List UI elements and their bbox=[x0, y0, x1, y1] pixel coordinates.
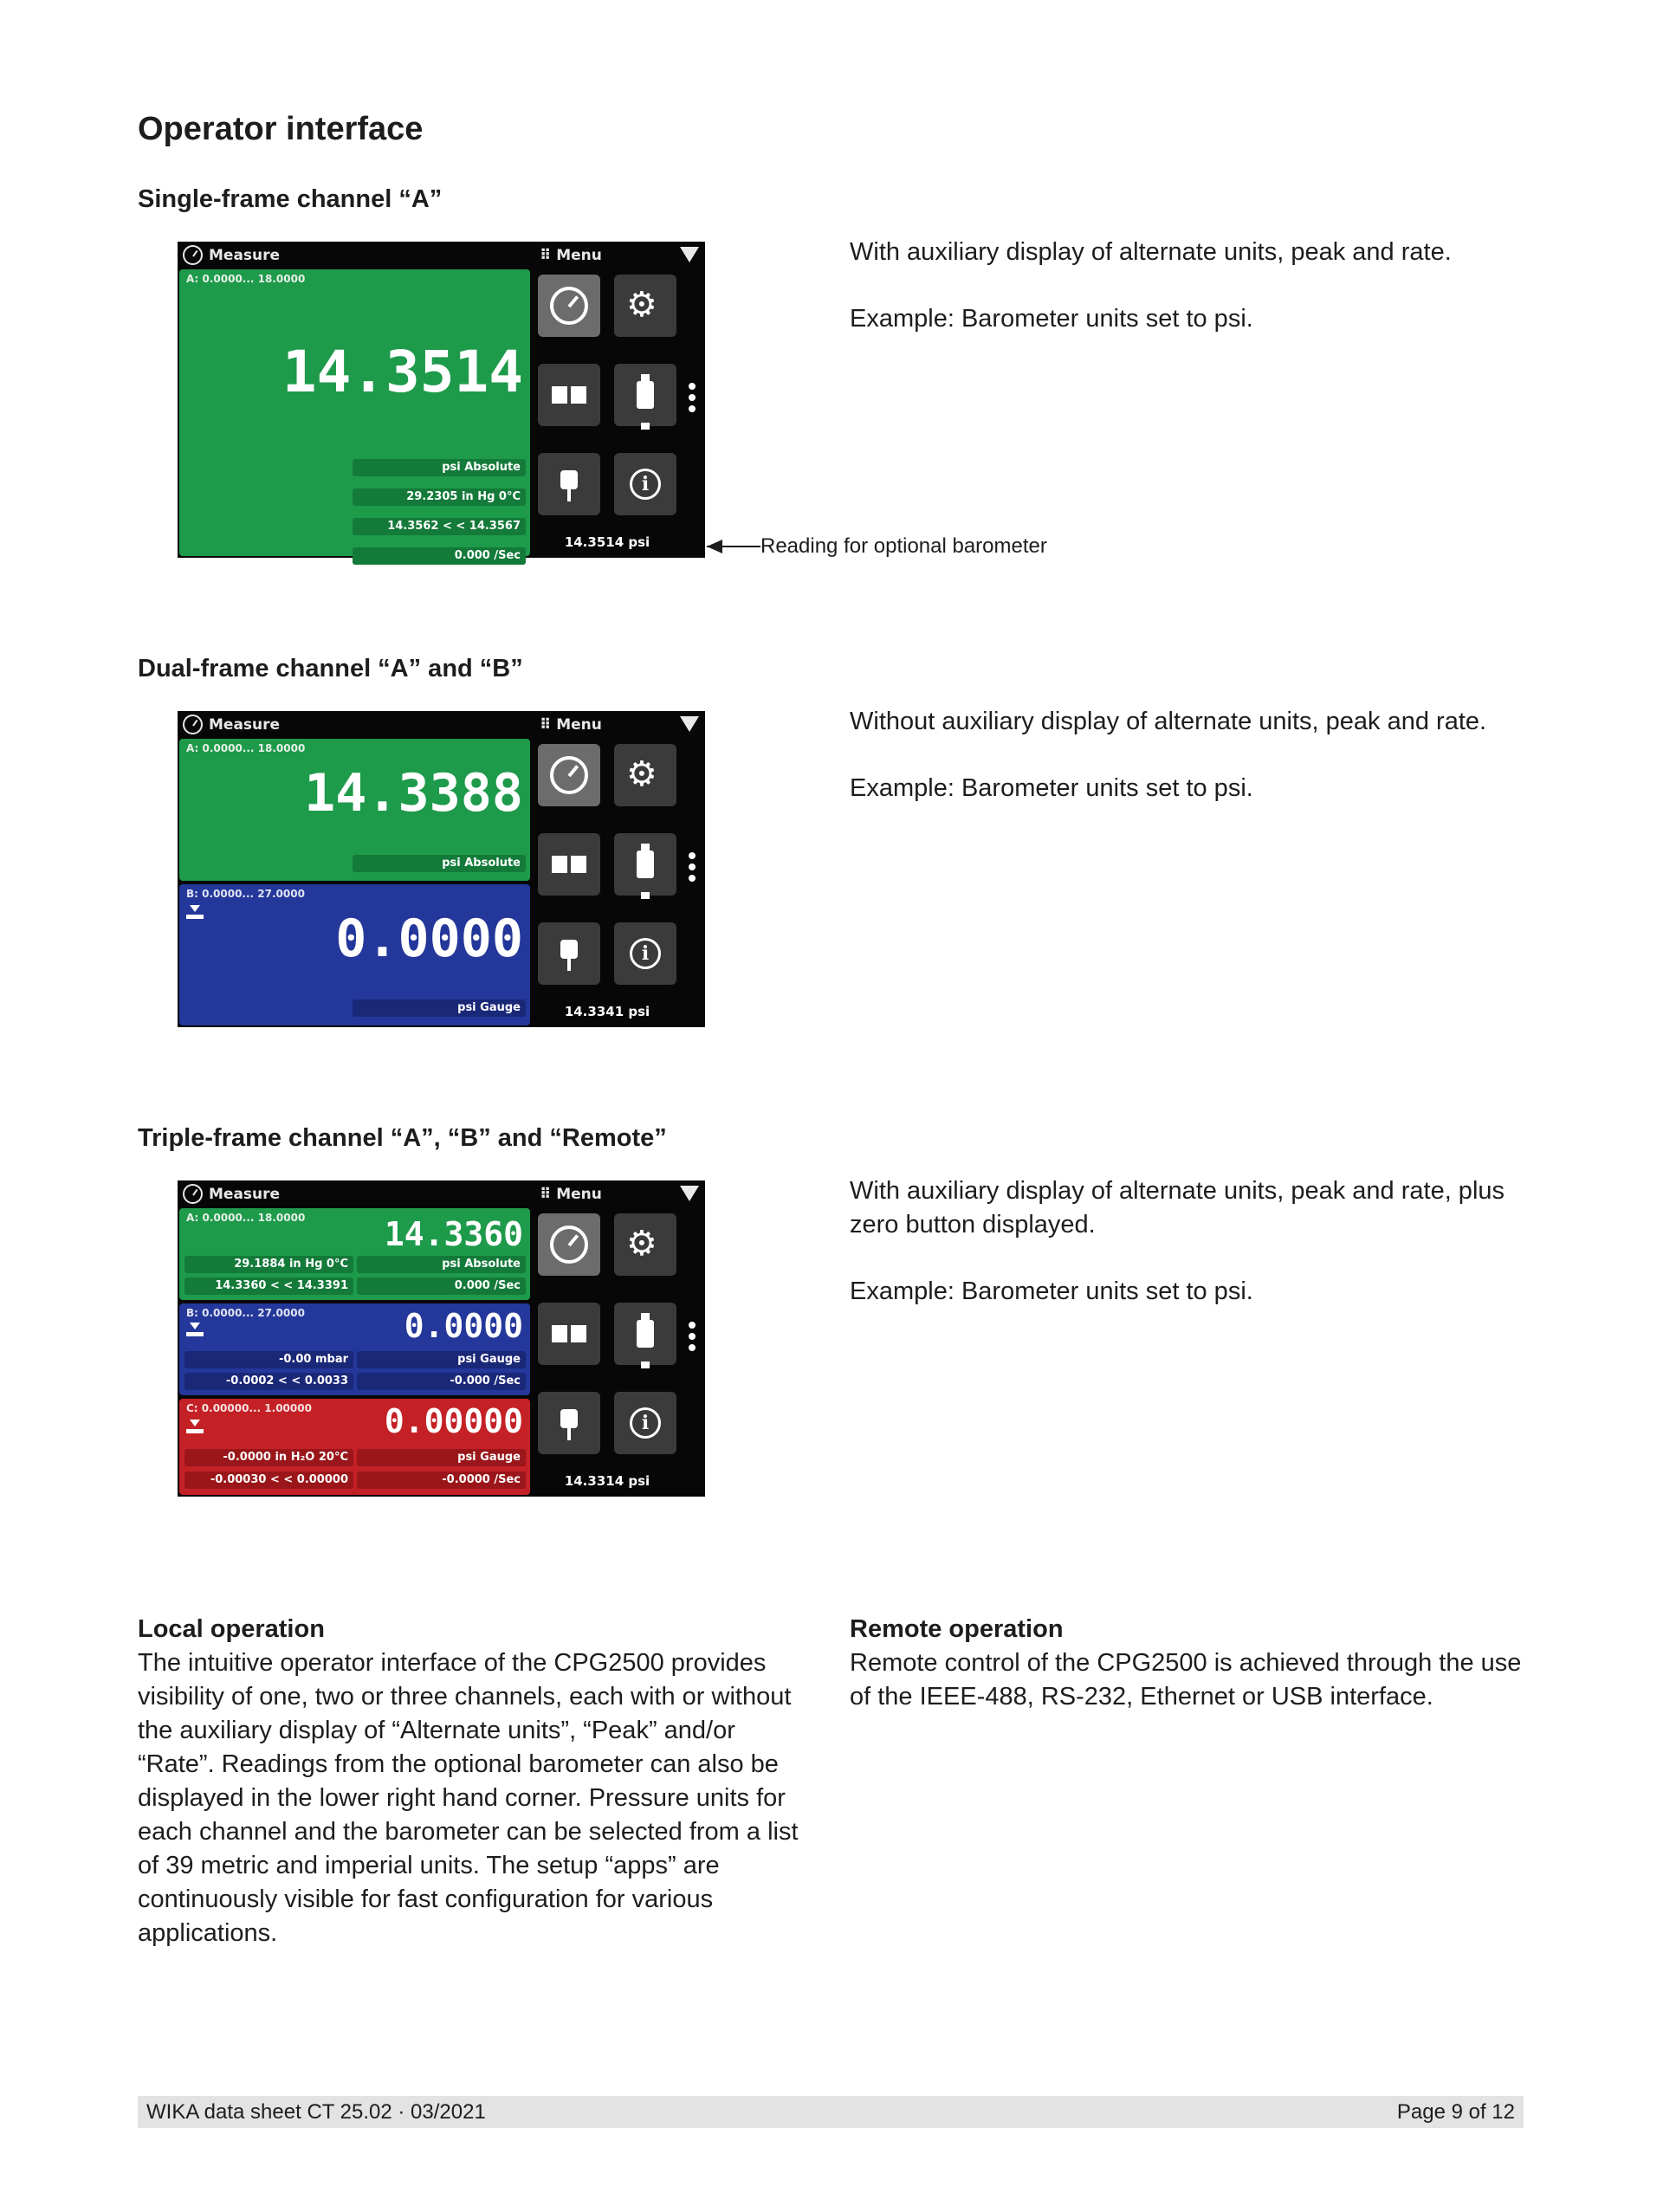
channel-a-range: A: 0.0000... 18.0000 bbox=[186, 742, 306, 754]
settings-app-button[interactable] bbox=[614, 275, 676, 337]
zero-button-icon[interactable] bbox=[184, 905, 205, 921]
channel-a-rate: 0.000 /Sec bbox=[357, 1277, 526, 1295]
measure-label[interactable]: Measure bbox=[209, 247, 281, 264]
measure-label[interactable]: Measure bbox=[209, 716, 281, 734]
barometer-callout bbox=[707, 534, 1053, 559]
channel-b-alternate-units: -0.00 mbar bbox=[184, 1351, 353, 1368]
channel-b-value: 0.0000 bbox=[335, 909, 523, 969]
description-line: With auxiliary display of alternate units, peak and rate. bbox=[850, 238, 1452, 266]
description-line: Example: Barometer units set to psi. bbox=[850, 305, 1253, 333]
channel-a-units[interactable]: psi Absolute bbox=[357, 1256, 526, 1273]
channel-a-value: 14.3388 bbox=[304, 763, 523, 824]
channel-a-value: 14.3360 bbox=[384, 1215, 523, 1253]
channel-a-peak: 14.3360 < < 14.3391 bbox=[184, 1277, 353, 1295]
channel-c-peak: -0.00030 < < 0.00000 bbox=[184, 1471, 353, 1489]
description-line: Example: Barometer units set to psi. bbox=[850, 774, 1253, 802]
channel-a-panel[interactable] bbox=[179, 1208, 530, 1300]
info-app-button[interactable] bbox=[614, 922, 676, 985]
display-app-button[interactable] bbox=[538, 1303, 600, 1365]
rate-readout: 0.000 /Sec bbox=[353, 547, 526, 565]
channel-c-range: C: 0.00000... 1.00000 bbox=[186, 1402, 312, 1414]
footer-page-number: Page 9 of 12 bbox=[1396, 2100, 1515, 2124]
channel-b-rate: -0.000 /Sec bbox=[357, 1373, 526, 1390]
section-heading-single-frame: Single-frame channel “A” bbox=[138, 185, 443, 213]
info-app-button[interactable] bbox=[614, 1392, 676, 1454]
channel-b-units[interactable]: psi Gauge bbox=[353, 999, 526, 1017]
screen-top-bar bbox=[178, 1180, 705, 1206]
callout-arrow-icon bbox=[707, 540, 722, 553]
measure-clock-icon bbox=[183, 715, 203, 734]
channel-b-peak: -0.0002 < < 0.0033 bbox=[184, 1373, 353, 1390]
channel-b-range: B: 0.0000... 27.0000 bbox=[186, 888, 305, 900]
usb-icon bbox=[637, 1313, 654, 1355]
description-line: Example: Barometer units set to psi. bbox=[850, 1277, 1253, 1305]
barometer-reading: 14.3314 psi bbox=[564, 1473, 650, 1489]
info-app-button[interactable] bbox=[614, 453, 676, 515]
more-dots-icon[interactable] bbox=[689, 1322, 696, 1351]
measure-clock-icon bbox=[183, 1184, 203, 1204]
description-line: Without auxiliary display of alternate units, peak and rate. bbox=[850, 708, 1487, 735]
remote-operation-heading: Remote operation bbox=[850, 1615, 1064, 1643]
info-icon: i bbox=[630, 938, 661, 969]
device-screen-single-frame bbox=[178, 242, 705, 562]
usb-app-button[interactable] bbox=[614, 1303, 676, 1365]
device-screen-triple-frame bbox=[178, 1180, 705, 1497]
channel-c-value: 0.00000 bbox=[384, 1402, 523, 1440]
menu-label[interactable]: ⠿ Menu bbox=[540, 716, 602, 734]
sensor-app-button[interactable] bbox=[538, 453, 600, 515]
measure-app-button[interactable] bbox=[538, 744, 600, 806]
gear-icon: ⚙ bbox=[626, 754, 657, 794]
menu-label[interactable]: ⠿ Menu bbox=[540, 247, 602, 264]
local-operation-heading: Local operation bbox=[138, 1615, 325, 1643]
probe-icon bbox=[560, 1404, 578, 1444]
section-description-dual-frame bbox=[850, 705, 1525, 805]
menu-label[interactable]: ⠿ Menu bbox=[540, 1186, 602, 1203]
probe-icon bbox=[560, 935, 578, 974]
dropdown-triangle-icon[interactable] bbox=[680, 1186, 699, 1201]
info-icon: i bbox=[630, 1407, 661, 1439]
channel-c-panel[interactable] bbox=[179, 1399, 530, 1495]
probe-icon bbox=[560, 465, 578, 505]
barometer-reading: 14.3514 psi bbox=[564, 534, 650, 550]
info-icon: i bbox=[630, 469, 661, 500]
remote-operation-section bbox=[850, 1613, 1525, 1714]
peak-readout: 14.3562 < < 14.3567 bbox=[353, 518, 526, 535]
sensor-app-button[interactable] bbox=[538, 922, 600, 985]
gauge-icon bbox=[550, 287, 588, 325]
sensor-app-button[interactable] bbox=[538, 1392, 600, 1454]
device-screen-dual-frame bbox=[178, 711, 705, 1027]
section-heading-triple-frame: Triple-frame channel “A”, “B” and “Remote” bbox=[138, 1124, 667, 1152]
channel-b-panel[interactable] bbox=[179, 1303, 530, 1395]
split-screen-icon bbox=[552, 386, 586, 404]
measure-app-button[interactable] bbox=[538, 275, 600, 337]
remote-operation-text: Remote control of the CPG2500 is achieved through the use of the IEEE-488, RS-232, Ethernet or USB interface. bbox=[850, 1649, 1522, 1711]
callout-text: Reading for optional barometer bbox=[760, 534, 1047, 558]
page-title: Operator interface bbox=[138, 111, 424, 147]
gauge-icon bbox=[550, 756, 588, 794]
alternate-units: 29.2305 in Hg 0°C bbox=[353, 488, 526, 506]
gauge-icon bbox=[550, 1226, 588, 1264]
channel-a-units[interactable]: psi Absolute bbox=[353, 855, 526, 872]
settings-app-button[interactable] bbox=[614, 1213, 676, 1276]
usb-icon bbox=[637, 374, 654, 416]
channel-a-range: A: 0.0000... 18.0000 bbox=[186, 1212, 306, 1224]
channel-b-range: B: 0.0000... 27.0000 bbox=[186, 1307, 305, 1319]
measure-clock-icon bbox=[183, 245, 203, 265]
section-description-triple-frame bbox=[850, 1174, 1525, 1309]
split-screen-icon bbox=[552, 1325, 586, 1342]
measure-label[interactable]: Measure bbox=[209, 1186, 281, 1203]
channel-a-panel[interactable] bbox=[179, 269, 530, 562]
channel-a-range: A: 0.0000... 18.0000 bbox=[186, 273, 306, 285]
channel-b-units[interactable]: psi Gauge bbox=[357, 1351, 526, 1368]
more-dots-icon[interactable] bbox=[689, 383, 696, 412]
channel-b-value: 0.0000 bbox=[404, 1307, 523, 1345]
usb-icon bbox=[637, 844, 654, 885]
more-dots-icon[interactable] bbox=[689, 852, 696, 882]
channel-a-units[interactable]: psi Absolute bbox=[353, 459, 526, 476]
measure-app-button[interactable] bbox=[538, 1213, 600, 1276]
usb-app-button[interactable] bbox=[614, 364, 676, 426]
channel-b-panel[interactable] bbox=[179, 884, 530, 1025]
page-footer bbox=[138, 2096, 1524, 2128]
barometer-reading: 14.3341 psi bbox=[564, 1004, 650, 1019]
screen-top-bar bbox=[178, 242, 705, 268]
zero-button-icon[interactable] bbox=[184, 1420, 205, 1435]
channel-c-alternate-units: -0.0000 in H₂O 20°C bbox=[184, 1449, 353, 1466]
dropdown-triangle-icon[interactable] bbox=[680, 716, 699, 732]
local-operation-text: The intuitive operator interface of the CPG2500 provides visibility of one, two or three channels, each with or without the auxiliary display of “Alternate units”, “Peak” and/or “Rate”. Readings from the optional barometer can also be displayed in the lower right hand corner. Pressure units for each channel and the barometer can be selected from a list of 39 metric and imperial units. The setup “apps” are continuously visible for fast configuration for various applications. bbox=[138, 1649, 799, 1947]
zero-button-icon[interactable] bbox=[184, 1323, 205, 1338]
channel-a-panel[interactable] bbox=[179, 739, 530, 881]
display-app-button[interactable] bbox=[538, 833, 600, 896]
screen-top-bar bbox=[178, 711, 705, 737]
section-heading-dual-frame: Dual-frame channel “A” and “B” bbox=[138, 655, 523, 682]
description-line: With auxiliary display of alternate units, peak and rate, plus zero button displayed. bbox=[850, 1177, 1505, 1239]
channel-a-alternate-units: 29.1884 in Hg 0°C bbox=[184, 1256, 353, 1273]
section-description-single-frame bbox=[850, 236, 1525, 336]
settings-app-button[interactable] bbox=[614, 744, 676, 806]
channel-a-value: 14.3514 bbox=[281, 339, 523, 405]
display-app-button[interactable] bbox=[538, 364, 600, 426]
channel-c-rate: -0.0000 /Sec bbox=[357, 1471, 526, 1489]
footer-datasheet-ref: WIKA data sheet CT 25.02 · 03/2021 bbox=[146, 2100, 486, 2124]
usb-app-button[interactable] bbox=[614, 833, 676, 896]
gear-icon: ⚙ bbox=[626, 1224, 657, 1264]
split-screen-icon bbox=[552, 856, 586, 873]
dropdown-triangle-icon[interactable] bbox=[680, 247, 699, 262]
gear-icon: ⚙ bbox=[626, 285, 657, 325]
local-operation-section bbox=[138, 1613, 813, 1950]
channel-c-units[interactable]: psi Gauge bbox=[357, 1449, 526, 1466]
